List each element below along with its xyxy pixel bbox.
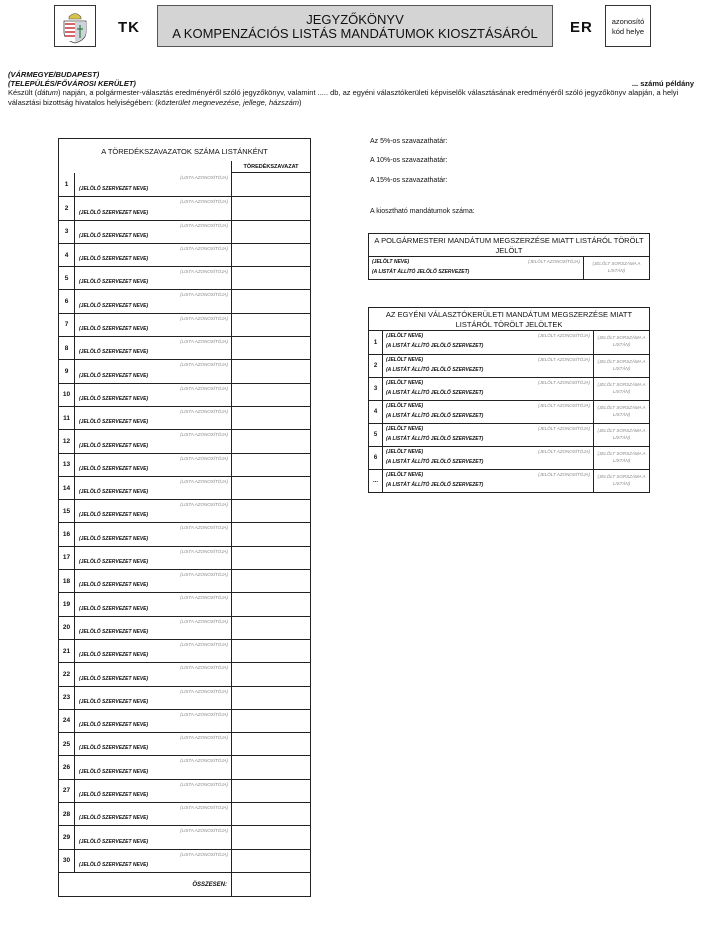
fragment-vote-cell[interactable] <box>231 244 310 266</box>
position-line-1: (JELÖLT SORSZÁMA A <box>597 359 646 364</box>
er-code: ER <box>570 19 593 36</box>
candidate-org: (A LISTÁT ÁLLÍTÓ JELÖLŐ SZERVEZET) <box>386 367 484 373</box>
org-name-placeholder: (JELÖLŐ SZERVEZET NEVE) <box>79 722 149 729</box>
district-candidate-cell[interactable] <box>383 378 593 400</box>
mayor-candidate-cell[interactable] <box>369 257 583 279</box>
district-candidate-cell[interactable] <box>383 447 593 469</box>
fragment-table-subheader <box>59 161 310 173</box>
candidate-name: (JELÖLT NEVE) <box>386 449 424 455</box>
org-name-placeholder: (JELÖLŐ SZERVEZET NEVE) <box>79 535 149 542</box>
position-line-2: LISTÁN) <box>612 342 631 347</box>
org-name-placeholder: (JELÖLŐ SZERVEZET NEVE) <box>79 186 149 193</box>
list-id-placeholder: (LISTA AZONOSÍTÓJA) <box>180 781 228 787</box>
row-number: 19 <box>59 593 75 615</box>
list-org-cell[interactable] <box>75 244 231 266</box>
row-number: 8 <box>59 337 75 359</box>
row-number: 30 <box>59 850 75 872</box>
fragment-vote-cell[interactable] <box>231 547 310 569</box>
list-id-placeholder: (LISTA AZONOSÍTÓJA) <box>180 478 228 484</box>
fragment-vote-cell[interactable] <box>231 570 310 592</box>
org-name-placeholder: (JELÖLŐ SZERVEZET NEVE) <box>79 349 149 356</box>
fragment-table-title: A TÖREDÉKSZAVAZATOK SZÁMA LISTÁNKÉNT <box>101 147 268 156</box>
org-name-placeholder: (JELÖLŐ SZERVEZET NEVE) <box>79 419 149 426</box>
seats-available: A kiosztható mandátumok száma: <box>370 208 475 215</box>
list-id-placeholder: (LISTA AZONOSÍTÓJA) <box>180 805 228 811</box>
candidate-name: (JELÖLT NEVE) <box>386 380 424 386</box>
org-name-placeholder: (JELÖLŐ SZERVEZET NEVE) <box>79 768 149 775</box>
row-number: 9 <box>59 360 75 382</box>
fragment-vote-cell[interactable] <box>231 523 310 545</box>
fragment-vote-cell[interactable] <box>231 173 310 196</box>
list-id-placeholder: (LISTA AZONOSÍTÓJA) <box>180 339 228 345</box>
candidate-name: (JELÖLT NEVE) <box>386 357 424 363</box>
org-name-placeholder: (JELÖLŐ SZERVEZET NEVE) <box>79 675 149 682</box>
mayor-box-title: A POLGÁRMESTERI MANDÁTUM MEGSZERZÉSE MIATT LISTÁRÓL TÖRÖLT JELÖLT <box>369 234 649 257</box>
list-id-placeholder: (LISTA AZONOSÍTÓJA) <box>180 175 228 180</box>
fragment-vote-cell[interactable] <box>231 337 310 359</box>
fragment-vote-cell[interactable] <box>231 593 310 615</box>
row-number: 7 <box>59 314 75 336</box>
crest-icon <box>60 8 90 44</box>
intro-date: dátum <box>37 88 59 97</box>
list-org-cell[interactable] <box>75 547 231 569</box>
list-org-cell[interactable] <box>75 430 231 452</box>
row-number: 20 <box>59 617 75 639</box>
list-org-cell[interactable] <box>75 850 231 872</box>
position-line-2: LISTÁN) <box>612 435 631 440</box>
candidate-id: (JELÖLT AZONOSÍTÓJA) <box>537 380 590 385</box>
candidate-position-cell[interactable] <box>593 355 649 377</box>
list-id-placeholder: (LISTA AZONOSÍTÓJA) <box>180 572 228 578</box>
position-line-1: (JELÖLT SORSZÁMA A <box>597 428 646 433</box>
position-line-2: LISTÁN) <box>612 412 631 417</box>
list-org-cell[interactable] <box>75 173 231 196</box>
candidate-id: (JELÖLT AZONOSÍTÓJA) <box>537 357 590 362</box>
list-org-cell[interactable] <box>75 803 231 825</box>
candidate-position-cell[interactable] <box>593 401 649 423</box>
fragment-row <box>59 592 310 615</box>
fragment-row <box>59 173 310 196</box>
row-number: 29 <box>59 826 75 848</box>
list-id-placeholder: (LISTA AZONOSÍTÓJA) <box>180 385 228 391</box>
fragment-vote-cell[interactable] <box>231 617 310 639</box>
org-name-placeholder: (JELÖLŐ SZERVEZET NEVE) <box>79 582 149 589</box>
position-line-2: LISTÁN) <box>612 389 631 394</box>
list-id-placeholder: (LISTA AZONOSÍTÓJA) <box>180 432 228 438</box>
threshold-5: Az 5%-os szavazathatár: <box>370 138 448 145</box>
fragment-vote-cell[interactable] <box>231 640 310 662</box>
candidate-org: (A LISTÁT ÁLLÍTÓ JELÖLŐ SZERVEZET) <box>386 436 484 442</box>
row-number: 18 <box>59 570 75 592</box>
row-number: 5 <box>59 267 75 289</box>
fragment-row <box>59 569 310 592</box>
org-name-placeholder: (JELÖLŐ SZERVEZET NEVE) <box>79 838 149 845</box>
org-name-placeholder: (JELÖLŐ SZERVEZET NEVE) <box>79 372 149 379</box>
candidate-id: (JELÖLT AZONOSÍTÓJA) <box>537 472 590 477</box>
mayor-candidate-row <box>369 257 649 279</box>
title-line-1: JEGYZŐKÖNYV <box>306 12 404 27</box>
threshold-15: A 15%-os szavazathatár: <box>370 177 448 184</box>
position-line-1: (JELÖLT SORSZÁMA A <box>592 261 641 266</box>
row-number: 25 <box>59 733 75 755</box>
row-number: 22 <box>59 663 75 685</box>
candidate-org: (A LISTÁT ÁLLÍTÓ JELÖLŐ SZERVEZET) <box>386 343 484 349</box>
org-name-placeholder: (JELÖLŐ SZERVEZET NEVE) <box>79 698 149 705</box>
row-number: 12 <box>59 430 75 452</box>
org-name-placeholder: (JELÖLŐ SZERVEZET NEVE) <box>79 279 149 286</box>
position-line-1: (JELÖLT SORSZÁMA A <box>597 335 646 340</box>
org-name-placeholder: (JELÖLŐ SZERVEZET NEVE) <box>79 512 149 519</box>
list-id-placeholder: (LISTA AZONOSÍTÓJA) <box>180 222 228 228</box>
fragment-row <box>59 266 310 289</box>
list-id-placeholder: (LISTA AZONOSÍTÓJA) <box>180 362 228 368</box>
list-id-placeholder: (LISTA AZONOSÍTÓJA) <box>180 525 228 531</box>
row-number: 4 <box>59 244 75 266</box>
org-name-placeholder: (JELÖLŐ SZERVEZET NEVE) <box>79 745 149 752</box>
row-number: 24 <box>59 710 75 732</box>
row-number: ... <box>369 470 383 492</box>
fragment-row <box>59 616 310 639</box>
org-name-placeholder: (JELÖLŐ SZERVEZET NEVE) <box>79 256 149 263</box>
fragment-vote-cell[interactable] <box>231 826 310 848</box>
list-id-placeholder: (LISTA AZONOSÍTÓJA) <box>180 711 228 717</box>
district-box-body <box>369 331 649 492</box>
fragment-row <box>59 383 310 406</box>
threshold-10: A 10%-os szavazathatár: <box>370 157 448 164</box>
fragment-vote-cell[interactable] <box>231 384 310 406</box>
list-org-cell[interactable] <box>75 197 231 219</box>
list-id-placeholder: (LISTA AZONOSÍTÓJA) <box>180 548 228 554</box>
fragment-vote-cell[interactable] <box>231 454 310 476</box>
fragment-total-row <box>59 872 310 896</box>
candidate-id: (JELÖLT AZONOSÍTÓJA) <box>537 426 590 431</box>
list-id-placeholder: (LISTA AZONOSÍTÓJA) <box>180 502 228 508</box>
org-name-placeholder: (JELÖLŐ SZERVEZET NEVE) <box>79 395 149 402</box>
title-line-2: A KOMPENZÁCIÓS LISTÁS MANDÁTUMOK KIOSZTÁSÁRÓL <box>172 26 538 41</box>
position-line-1: (JELÖLT SORSZÁMA A <box>597 382 646 387</box>
org-name-placeholder: (JELÖLŐ SZERVEZET NEVE) <box>79 326 149 333</box>
row-number: 6 <box>59 290 75 312</box>
fragment-row <box>59 359 310 382</box>
list-id-placeholder: (LISTA AZONOSÍTÓJA) <box>180 269 228 275</box>
fragment-row <box>59 686 310 709</box>
fragment-row <box>59 849 310 872</box>
list-org-cell[interactable] <box>75 710 231 732</box>
position-line-1: (JELÖLT SORSZÁMA A <box>597 451 646 456</box>
org-name-placeholder: (JELÖLŐ SZERVEZET NEVE) <box>79 605 149 612</box>
fragment-vote-cell[interactable] <box>231 687 310 709</box>
row-number: 28 <box>59 803 75 825</box>
fragment-row <box>59 289 310 312</box>
list-id-placeholder: (LISTA AZONOSÍTÓJA) <box>180 245 228 251</box>
candidate-org: (A LISTÁT ÁLLÍTÓ JELÖLŐ SZERVEZET) <box>386 482 484 488</box>
county-field: (VÁRMEGYE/BUDAPEST) <box>8 70 100 79</box>
fragment-vote-cell[interactable] <box>231 756 310 778</box>
fragment-vote-cell[interactable] <box>231 314 310 336</box>
list-id-placeholder: (LISTA AZONOSÍTÓJA) <box>180 292 228 298</box>
fragment-row <box>59 522 310 545</box>
row-number: 17 <box>59 547 75 569</box>
fragment-vote-cell[interactable] <box>231 500 310 522</box>
list-id-placeholder: (LISTA AZONOSÍTÓJA) <box>180 688 228 694</box>
fragment-row <box>59 639 310 662</box>
district-box-title: AZ EGYÉNI VÁLASZTÓKERÜLETI MANDÁTUM MEGSZERZÉSE MIATT LISTÁRÓL TÖRÖLT JELÖLTEK <box>369 308 649 331</box>
list-org-cell[interactable] <box>75 221 231 243</box>
list-id-placeholder: (LISTA AZONOSÍTÓJA) <box>180 851 228 857</box>
document-title <box>157 5 553 47</box>
list-id-placeholder: (LISTA AZONOSÍTÓJA) <box>180 315 228 321</box>
district-candidate-row <box>369 423 649 446</box>
position-line-2: LISTÁN) <box>607 268 626 273</box>
coat-of-arms-logo <box>54 5 96 47</box>
fragment-vote-column-header: TÖREDÉKSZAVAZAT <box>231 161 310 173</box>
fragment-row <box>59 313 310 336</box>
fragment-votes-table <box>58 138 311 897</box>
list-org-cell[interactable] <box>75 454 231 476</box>
fragment-row <box>59 243 310 266</box>
row-number: 13 <box>59 454 75 476</box>
list-org-cell[interactable] <box>75 687 231 709</box>
row-number: 6 <box>369 447 383 469</box>
row-number: 21 <box>59 640 75 662</box>
candidate-id: (JELÖLT AZONOSÍTÓJA) <box>537 333 590 338</box>
district-candidate-row <box>369 354 649 377</box>
row-number: 1 <box>369 331 383 354</box>
row-number: 15 <box>59 500 75 522</box>
id-code-box <box>605 5 651 47</box>
list-id-placeholder: (LISTA AZONOSÍTÓJA) <box>180 758 228 764</box>
settlement-field: (TELEPÜLÉS/FŐVÁROSI KERÜLET) <box>8 79 136 88</box>
row-number: 3 <box>369 378 383 400</box>
intro-part-b: ) napján, a polgármester-választás eredményéről szóló jegyzőkönyv, valamint ..... db, az egyéni választókerületi képviselők választásának eredményéről szóló jegyzőkönyv alapján, a helyi választási bizottság hivatalos helyiségében: ( <box>8 88 679 107</box>
list-org-cell[interactable] <box>75 593 231 615</box>
position-line-2: LISTÁN) <box>612 366 631 371</box>
candidate-position-cell[interactable] <box>593 447 649 469</box>
fragment-row <box>59 220 310 243</box>
list-id-placeholder: (LISTA AZONOSÍTÓJA) <box>180 199 228 205</box>
row-number: 16 <box>59 523 75 545</box>
id-box-line-1: azonosító <box>611 17 645 26</box>
fragment-vote-cell[interactable] <box>231 733 310 755</box>
fragment-row <box>59 732 310 755</box>
row-number: 23 <box>59 687 75 709</box>
position-line-1: (JELÖLT SORSZÁMA A <box>597 474 646 479</box>
list-id-placeholder: (LISTA AZONOSÍTÓJA) <box>180 828 228 834</box>
fragment-row <box>59 755 310 778</box>
fragment-row <box>59 429 310 452</box>
fragment-row <box>59 406 310 429</box>
district-candidate-row <box>369 400 649 423</box>
list-org-cell[interactable] <box>75 477 231 499</box>
district-candidate-cell[interactable] <box>383 470 593 492</box>
list-id-placeholder: (LISTA AZONOSÍTÓJA) <box>180 455 228 461</box>
district-candidate-row <box>369 331 649 354</box>
list-org-cell[interactable] <box>75 733 231 755</box>
list-id-placeholder: (LISTA AZONOSÍTÓJA) <box>180 408 228 414</box>
list-org-cell[interactable] <box>75 407 231 429</box>
row-number: 1 <box>59 173 75 196</box>
org-name-placeholder: (JELÖLŐ SZERVEZET NEVE) <box>79 792 149 799</box>
fragment-row <box>59 476 310 499</box>
list-id-placeholder: (LISTA AZONOSÍTÓJA) <box>180 665 228 671</box>
list-org-cell[interactable] <box>75 570 231 592</box>
fragment-vote-cell[interactable] <box>231 197 310 219</box>
list-org-cell[interactable] <box>75 337 231 359</box>
org-name-placeholder: (JELÖLŐ SZERVEZET NEVE) <box>79 232 149 239</box>
fragment-row <box>59 336 310 359</box>
district-candidate-cell[interactable] <box>383 355 593 377</box>
list-org-cell[interactable] <box>75 314 231 336</box>
fragment-vote-cell[interactable] <box>231 780 310 802</box>
district-candidate-cell[interactable] <box>383 331 593 354</box>
list-org-cell[interactable] <box>75 360 231 382</box>
list-org-cell[interactable] <box>75 617 231 639</box>
district-candidate-row <box>369 446 649 469</box>
fragment-vote-cell[interactable] <box>231 430 310 452</box>
org-name-placeholder: (JELÖLŐ SZERVEZET NEVE) <box>79 489 149 496</box>
district-removed-candidates-box <box>368 307 650 493</box>
candidate-name: (JELÖLT NEVE) <box>386 333 424 339</box>
fragment-row <box>59 709 310 732</box>
list-org-cell[interactable] <box>75 756 231 778</box>
fragment-row <box>59 196 310 219</box>
fragment-table-body <box>59 173 310 872</box>
candidate-name: (JELÖLT NEVE) <box>386 472 424 478</box>
fragment-row <box>59 499 310 522</box>
fragment-row <box>59 662 310 685</box>
district-candidate-cell[interactable] <box>383 424 593 446</box>
candidate-position-cell[interactable] <box>593 331 649 354</box>
list-org-cell[interactable] <box>75 500 231 522</box>
list-org-cell[interactable] <box>75 523 231 545</box>
row-number: 2 <box>369 355 383 377</box>
list-id-placeholder: (LISTA AZONOSÍTÓJA) <box>180 595 228 601</box>
candidate-id: (JELÖLT AZONOSÍTÓJA) <box>537 403 590 408</box>
fragment-vote-cell[interactable] <box>231 407 310 429</box>
fragment-row <box>59 825 310 848</box>
candidate-name: (JELÖLT NEVE) <box>372 259 410 265</box>
candidate-position-cell[interactable] <box>593 470 649 492</box>
org-name-placeholder: (JELÖLŐ SZERVEZET NEVE) <box>79 628 149 635</box>
org-name-placeholder: (JELÖLŐ SZERVEZET NEVE) <box>79 465 149 472</box>
copy-number: ... számú példány <box>631 79 694 88</box>
list-org-cell[interactable] <box>75 290 231 312</box>
row-number: 4 <box>369 401 383 423</box>
list-org-cell[interactable] <box>75 780 231 802</box>
candidate-org: (A LISTÁT ÁLLÍTÓ JELÖLŐ SZERVEZET) <box>386 459 484 465</box>
candidate-position-cell[interactable] <box>583 257 649 279</box>
row-number: 26 <box>59 756 75 778</box>
district-candidate-row <box>369 469 649 492</box>
candidate-name: (JELÖLT NEVE) <box>386 426 424 432</box>
candidate-id: (JELÖLT AZONOSÍTÓJA) <box>537 449 590 454</box>
org-name-placeholder: (JELÖLŐ SZERVEZET NEVE) <box>79 209 149 216</box>
position-line-2: LISTÁN) <box>612 458 631 463</box>
district-candidate-row <box>369 377 649 400</box>
fragment-row <box>59 802 310 825</box>
org-name-placeholder: (JELÖLŐ SZERVEZET NEVE) <box>79 652 149 659</box>
position-line-1: (JELÖLT SORSZÁMA A <box>597 405 646 410</box>
org-name-placeholder: (JELÖLŐ SZERVEZET NEVE) <box>79 442 149 449</box>
row-number: 27 <box>59 780 75 802</box>
list-org-cell[interactable] <box>75 267 231 289</box>
list-id-placeholder: (LISTA AZONOSÍTÓJA) <box>180 618 228 624</box>
row-number: 14 <box>59 477 75 499</box>
fragment-row <box>59 779 310 802</box>
row-number: 3 <box>59 221 75 243</box>
intro-place: közterület megnevezése, jellege, házszám <box>157 97 299 107</box>
candidate-org: (A LISTÁT ÁLLÍTÓ JELÖLŐ SZERVEZET) <box>372 269 470 275</box>
district-candidate-cell[interactable] <box>383 401 593 423</box>
list-org-cell[interactable] <box>75 384 231 406</box>
list-org-cell[interactable] <box>75 663 231 685</box>
list-org-cell[interactable] <box>75 640 231 662</box>
org-name-placeholder: (JELÖLŐ SZERVEZET NEVE) <box>79 861 149 868</box>
position-line-2: LISTÁN) <box>612 481 631 486</box>
org-name-placeholder: (JELÖLŐ SZERVEZET NEVE) <box>79 302 149 309</box>
mayor-removed-candidate-box <box>368 233 650 280</box>
candidate-org: (A LISTÁT ÁLLÍTÓ JELÖLŐ SZERVEZET) <box>386 390 484 396</box>
fragment-vote-cell[interactable] <box>231 710 310 732</box>
org-name-placeholder: (JELÖLŐ SZERVEZET NEVE) <box>79 815 149 822</box>
row-number: 10 <box>59 384 75 406</box>
fragment-vote-cell[interactable] <box>231 803 310 825</box>
candidate-id: (JELÖLT AZONOSÍTÓJA) <box>527 259 580 264</box>
fragment-vote-cell[interactable] <box>231 477 310 499</box>
fragment-vote-cell[interactable] <box>231 267 310 289</box>
total-label: ÖSSZESEN: <box>192 881 227 888</box>
candidate-position-cell[interactable] <box>593 378 649 400</box>
fragment-row <box>59 546 310 569</box>
intro-part-c: ) <box>299 97 302 107</box>
candidate-position-cell[interactable] <box>593 424 649 446</box>
row-number: 5 <box>369 424 383 446</box>
list-id-placeholder: (LISTA AZONOSÍTÓJA) <box>180 735 228 741</box>
total-value-cell[interactable] <box>231 873 310 896</box>
fragment-vote-cell[interactable] <box>231 663 310 685</box>
candidate-org: (A LISTÁT ÁLLÍTÓ JELÖLŐ SZERVEZET) <box>386 413 484 419</box>
fragment-vote-cell[interactable] <box>231 360 310 382</box>
fragment-row <box>59 453 310 476</box>
fragment-vote-cell[interactable] <box>231 290 310 312</box>
row-number: 11 <box>59 407 75 429</box>
candidate-name: (JELÖLT NEVE) <box>386 403 424 409</box>
tk-code: TK <box>118 19 140 36</box>
intro-part-a: Készült ( <box>8 88 38 97</box>
row-number: 2 <box>59 197 75 219</box>
id-box-line-2: kód helye <box>611 27 645 36</box>
fragment-vote-cell[interactable] <box>231 221 310 243</box>
list-org-cell[interactable] <box>75 826 231 848</box>
fragment-vote-cell[interactable] <box>231 850 310 872</box>
list-id-placeholder: (LISTA AZONOSÍTÓJA) <box>180 641 228 647</box>
org-name-placeholder: (JELÖLŐ SZERVEZET NEVE) <box>79 559 149 566</box>
intro-text <box>8 88 698 107</box>
